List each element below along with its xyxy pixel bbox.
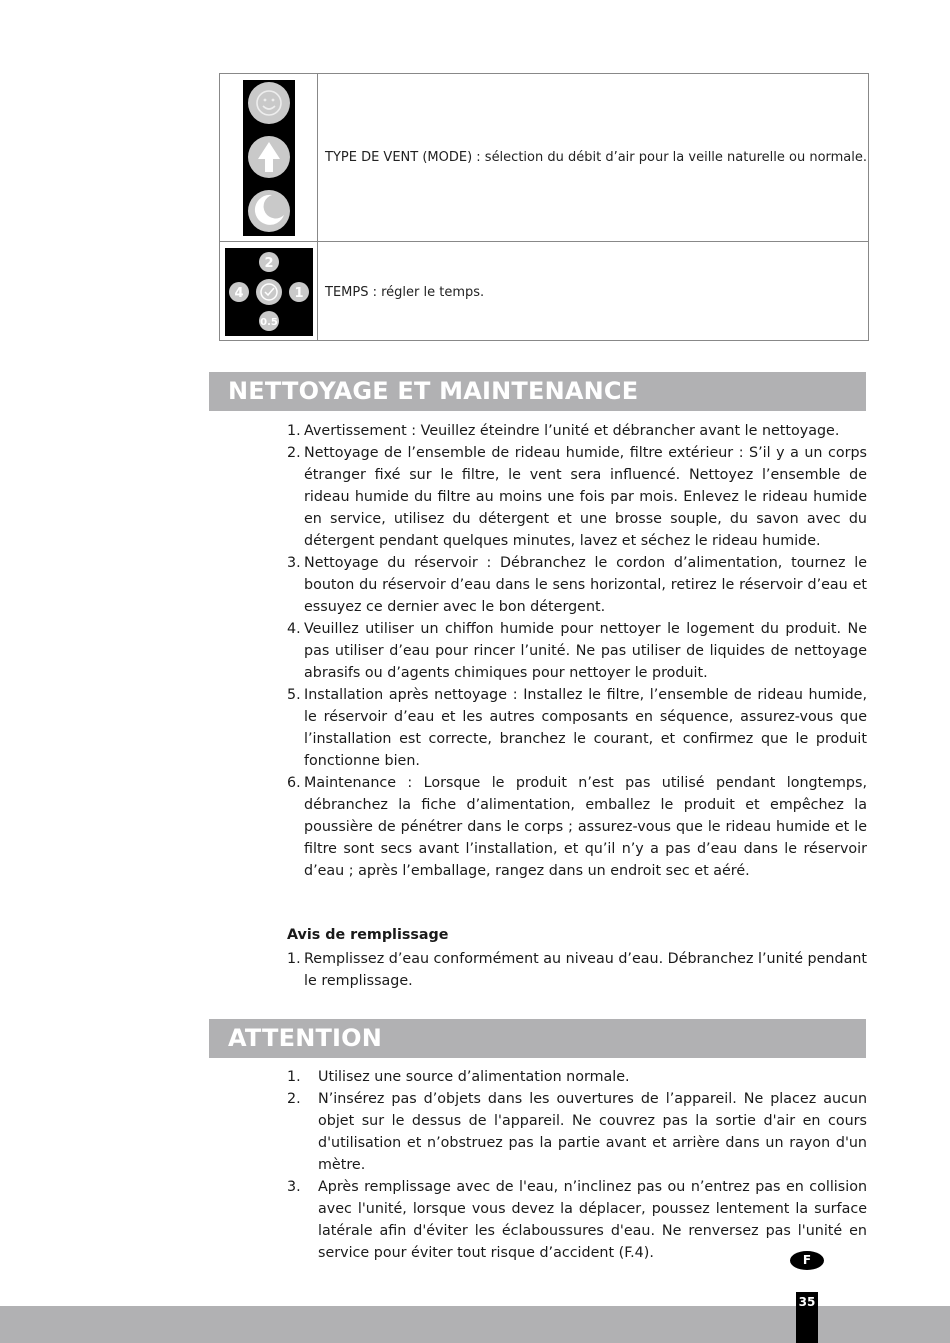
list-item: 1. Utilisez une source d’alimentation normale. (287, 1069, 630, 1085)
time-label-bottom: 0.5 (260, 317, 278, 328)
language-badge: F (790, 1251, 824, 1270)
list-item: 5. Installation après nettoyage : Installez le filtre, l’ensemble de rideau humide, le réservoir d’eau et les autres composants en séquence, assurez-vous que l’installation est correcte, branchez le courant, et confirmez que le produit fonctionne bien. (287, 687, 867, 769)
time-label-right: 1 (294, 286, 304, 301)
cleaning-section-title: NETTOYAGE ET MAINTENANCE (209, 372, 866, 411)
controls-table (219, 73, 869, 341)
time-label-left: 4 (234, 286, 244, 301)
refill-heading: Avis de remplissage (287, 927, 449, 943)
time-label-top: 2 (264, 256, 274, 271)
clock-icon (256, 279, 282, 305)
mode-icon-cell (220, 74, 318, 241)
refill-list (287, 948, 867, 992)
list-item: 4. Veuillez utiliser un chiffon humide pour nettoyer le logement du produit. Ne pas utiliser d’eau pour rincer l’unité. Ne pas utiliser de liquides de nettoyage abrasifs ou d’agents chimiques pour nettoyer le produit. (287, 621, 867, 681)
table-row-mode (220, 74, 868, 242)
time-button-panel (225, 248, 313, 336)
list-item: 2. N’insérez pas d’objets dans les ouvertures de l’appareil. Ne placez aucun objet sur le dessus de l'appareil. Ne couvrez pas la sortie d'air en cours d'utilisation et n’obstruez pas la partie avant et arrière dans un rayon d'un mètre. (287, 1091, 867, 1173)
smile-icon (248, 82, 290, 124)
attention-list (287, 1066, 867, 1264)
tree-icon (248, 136, 290, 178)
time-icon-cell (220, 242, 318, 340)
list-item: 3. Après remplissage avec de l'eau, n’inclinez pas ou n’entrez pas en collision avec l'unité, lorsque vous devez la déplacer, poussez lentement la surface latérale afin d'éviter les éclaboussures d'eau. Ne renversez pas l'unité en service pour éviter tout risque d’accident (F.4). (287, 1179, 867, 1261)
list-item: 1. Avertissement : Veuillez éteindre l’unité et débrancher avant le nettoyage. (287, 423, 840, 439)
mode-button-panel (243, 80, 295, 236)
list-item: 6. Maintenance : Lorsque le produit n’est pas utilisé pendant longtemps, débranchez la fiche d’alimentation, emballez le produit et empêchez la poussière de pénétrer dans le corps ; assurez-vous que le rideau humide et le filtre sont secs avant l’installation, et qu’il n’y a pas d’eau dans le réservoir d’eau ; après l’emballage, rangez dans un endroit sec et aéré. (287, 775, 867, 879)
list-item: 1. Remplissez d’eau conformément au niveau d’eau. Débranchez l’unité pendant le remplissage. (287, 951, 867, 989)
mode-description: TYPE DE VENT (MODE) : sélection du débit d’air pour la veille naturelle ou normale. (325, 150, 868, 165)
cleaning-list (287, 420, 867, 882)
list-item: 2. Nettoyage de l’ensemble de rideau humide, filtre extérieur : S’il y a un corps étranger fixé sur le filtre, le vent sera influencé. Nettoyez l’ensemble de rideau humide du filtre au moins une fois par mois. Enlevez le rideau humide en service, utilisez du détergent et une brosse souple, du savon avec du détergent pendant quelques minutes, lavez et séchez le rideau humide. (287, 445, 867, 549)
attention-section-title: ATTENTION (209, 1019, 866, 1058)
time-description: TEMPS : régler le temps. (325, 285, 485, 300)
table-row-time (220, 242, 868, 340)
list-item: 3. Nettoyage du réservoir : Débranchez le cordon d’alimentation, tournez le bouton du réservoir d’eau dans le sens horizontal, retirez le réservoir d’eau et essuyez ce dernier avec le bon détergent. (287, 555, 867, 615)
moon-icon (248, 190, 290, 232)
page-number: 35 (796, 1292, 818, 1343)
